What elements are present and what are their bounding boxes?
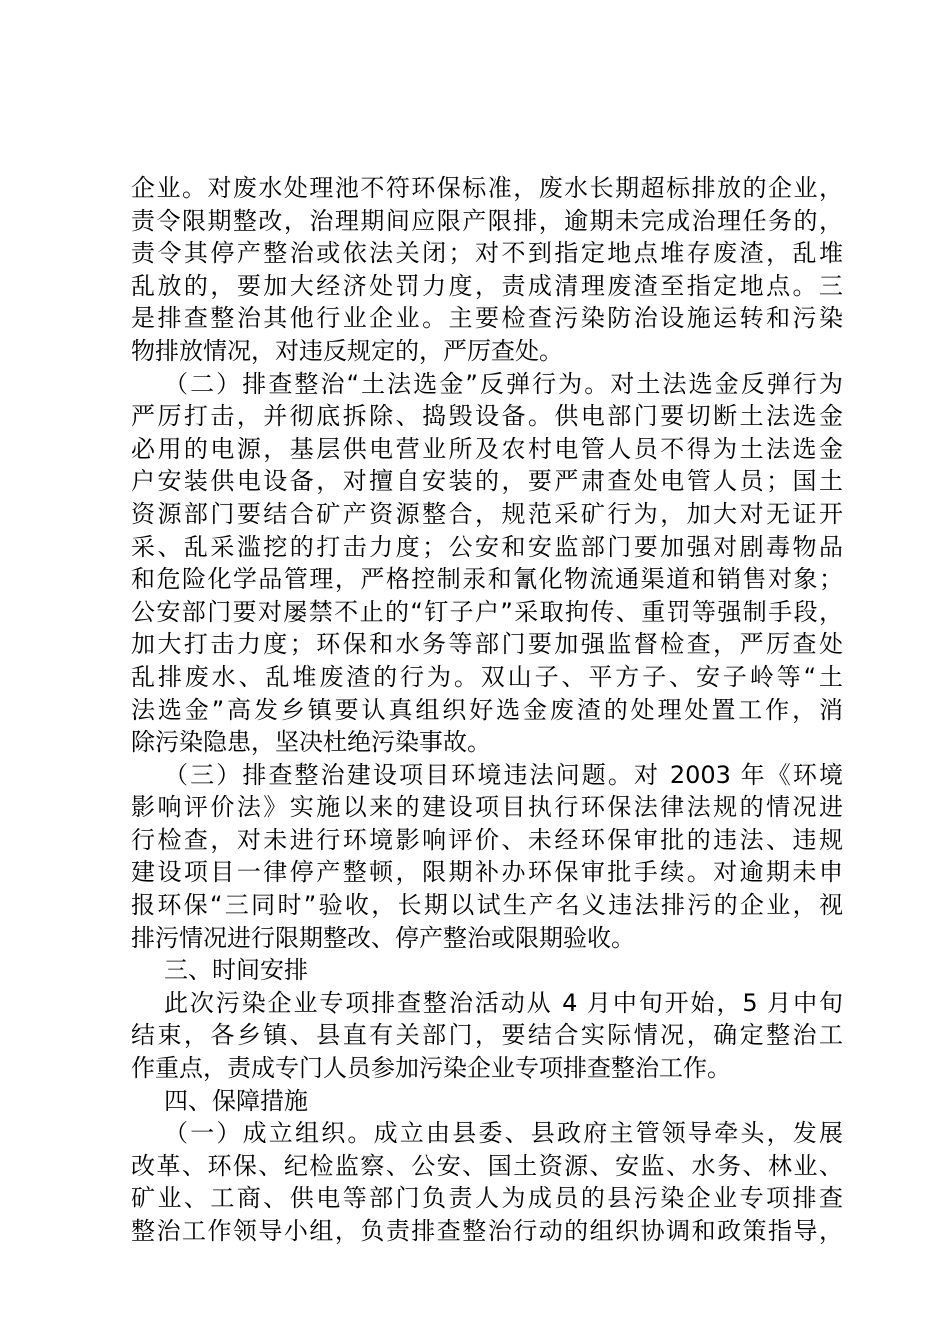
- text-line: 必用的电源，基层供电营业所及农村电管人员不得为土法选金: [131, 434, 843, 463]
- text-line: 三、时间安排: [164, 956, 308, 985]
- text-line: 和危险化学品管理，严格控制汞和氰化物流通渠道和销售对象；: [131, 565, 843, 594]
- text-line: 作重点，责成专门人员参加污染企业专项排查整治工作。: [131, 1054, 731, 1083]
- text-line: 除污染隐患，坚决杜绝污染事故。: [131, 728, 491, 757]
- text-line: 行检查，对未进行环境影响评价、未经环保审批的违法、违规: [131, 825, 843, 854]
- text-line: 建设项目一律停产整顿，限期补办环保审批手续。对逾期未申: [131, 858, 843, 887]
- text-line: 严厉打击，并彻底拆除、捣毁设备。供电部门要切断土法选金: [131, 402, 843, 431]
- text-line: 法选金”高发乡镇要认真组织好选金废渣的处理处置工作，消: [131, 695, 843, 724]
- text-line: （二）排查整治“土法选金”反弹行为。对土法选金反弹行为: [164, 369, 843, 398]
- text-line: 户安装供电设备，对擅自安装的，要严肃查处电管人员；国土: [131, 467, 843, 496]
- text-line: 整治工作领导小组，负责排查整治行动的组织协调和政策指导，: [131, 1217, 843, 1245]
- text-line: 影响评价法》实施以来的建设项目执行环保法律法规的情况进: [131, 793, 843, 822]
- text-line: 结束，各乡镇、县直有关部门，要结合实际情况，确定整治工: [131, 1021, 843, 1050]
- text-line: 改革、环保、纪检监察、公安、国土资源、安监、水务、林业、: [131, 1151, 843, 1180]
- text-line: 乱排废水、乱堆废渣的行为。双山子、平方子、安子岭等“土: [131, 662, 843, 691]
- text-line: （一）成立组织。成立由县委、县政府主管领导牵头，发展: [164, 1119, 843, 1148]
- text-line: 资源部门要结合矿产资源整合，规范采矿行为，加大对无证开: [131, 499, 843, 528]
- text-line: 物排放情况，对违反规定的，严厉查处。: [131, 336, 563, 365]
- text-line: 责令限期整改，治理期间应限产限排，逾期未完成治理任务的，: [131, 206, 843, 235]
- text-line: 加大打击力度；环保和水务等部门要加强监督检查，严厉查处: [131, 630, 843, 659]
- text-line: 是排查整治其他行业企业。主要检查污染防治设施运转和污染: [131, 304, 843, 333]
- text-line: 矿业、工商、供电等部门负责人为成员的县污染企业专项排查: [131, 1184, 843, 1213]
- text-line: （三）排查整治建设项目环境违法问题。对 2003 年《环境: [164, 760, 843, 789]
- document-body: [131, 172, 843, 1248]
- text-line: 四、保障措施: [164, 1086, 308, 1115]
- text-line: 企业。对废水处理池不符环保标准，废水长期超标排放的企业，: [131, 174, 843, 202]
- text-line: 采、乱采滥挖的打击力度；公安和安监部门要加强对剧毒物品: [131, 532, 843, 561]
- text-line: 排污情况进行限期整改、停产整治或限期验收。: [131, 923, 635, 952]
- text-line: 报环保“三同时”验收，长期以试生产名义违法排污的企业，视: [131, 891, 843, 920]
- text-line: 责令其停产整治或依法关闭；对不到指定地点堆存废渣，乱堆: [131, 239, 843, 268]
- text-line: 此次污染企业专项排查整治活动从 4 月中旬开始，5 月中旬: [164, 988, 843, 1017]
- text-line: 公安部门要对屡禁不止的“钉子户”采取拘传、重罚等强制手段，: [131, 597, 843, 626]
- text-line: 乱放的，要加大经济处罚力度，责成清理废渣至指定地点。三: [131, 271, 843, 300]
